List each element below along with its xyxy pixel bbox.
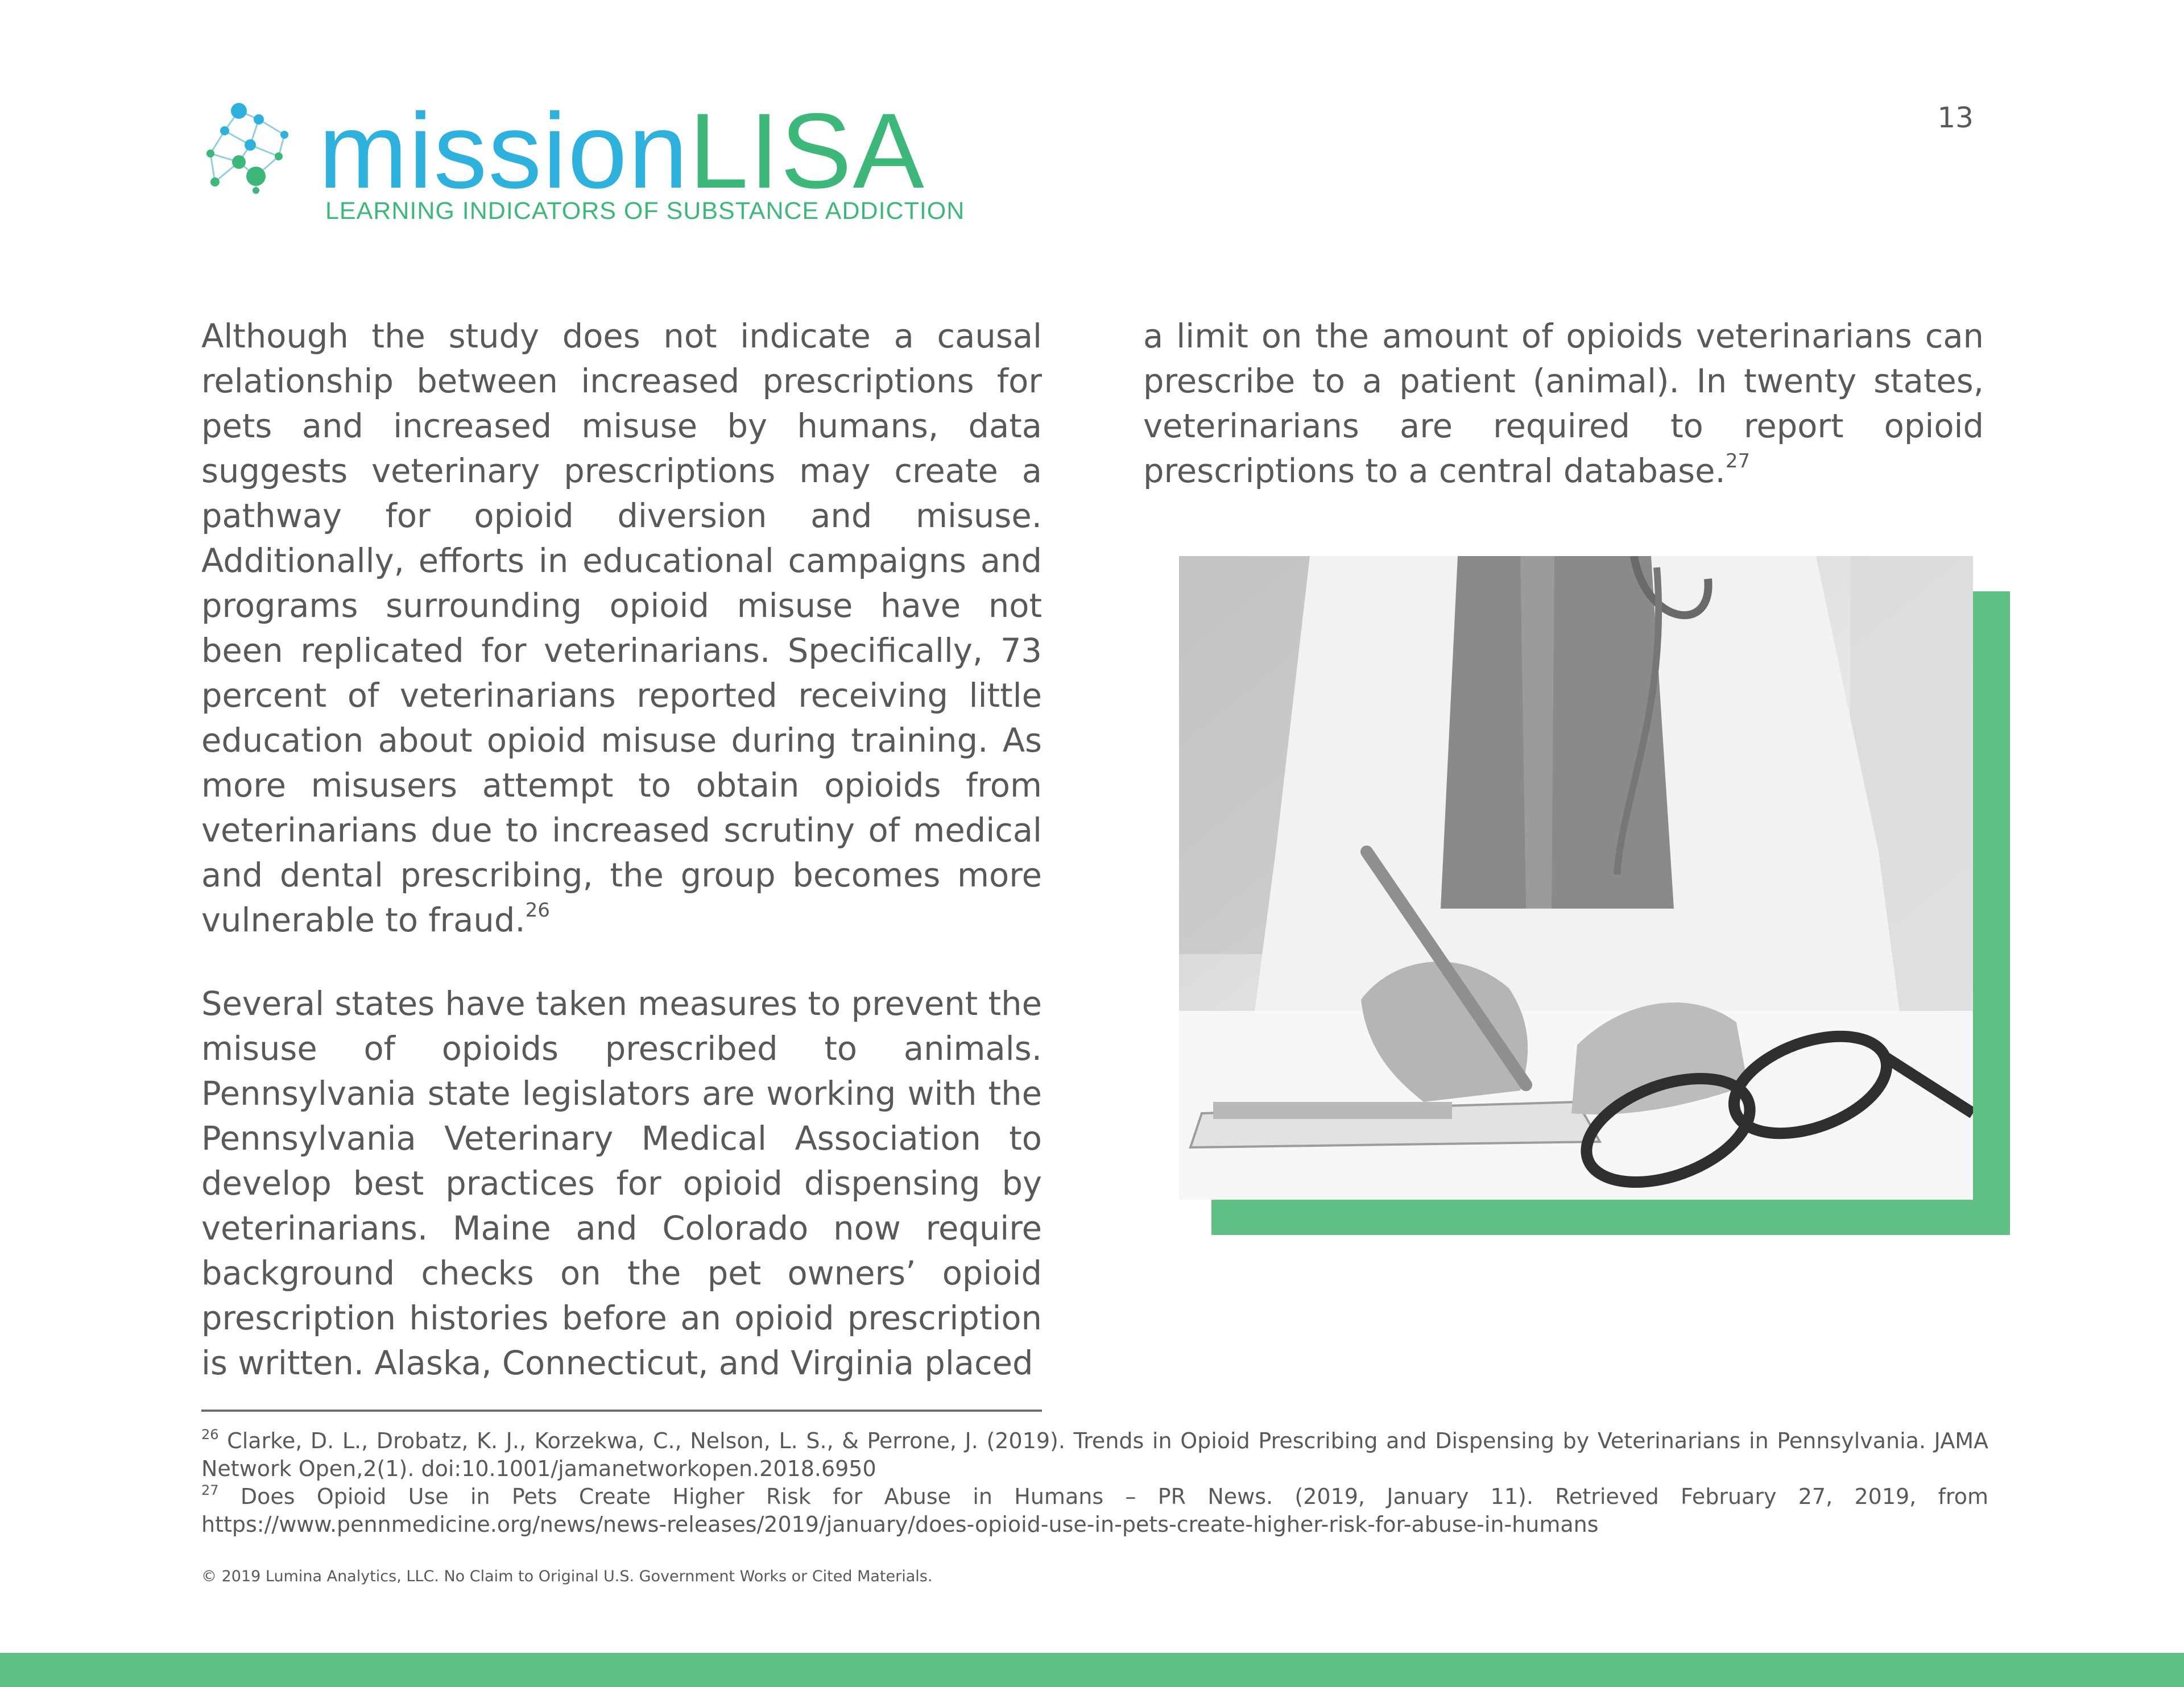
footnote-divider	[201, 1410, 1042, 1412]
body-paragraph	[201, 314, 1042, 943]
body-paragraph: Several states have taken measures to prevent the misuse of opioids prescribed to animals. Pennsylvania state legislators are working with the Pennsylvania Veterinary Medical Association to develop best practices for opioid dispensing by veterinarians. Maine and Colorado now require background checks on the pet owners’ opioid prescription histories before an opioid prescription is written. Alaska, Connecticut, and Virginia placed	[201, 985, 1042, 1382]
footnote	[201, 1427, 1988, 1483]
footnote-ref[interactable]: 27	[1725, 450, 1751, 472]
page-number: 13	[1937, 101, 1974, 134]
paragraph-text: Although the study does not indicate a causal relationship between increased prescriptions for pets and increased misuse by humans, data suggests veterinary prescriptions may create a pathway for opioid diversion and misuse. Additionally, efforts in educational campaigns and programs surrounding opioid misuse have not been replicated for veterinarians. Specifically, 73 percent of veterinarians reported receiving little education about opioid misuse during training. As more misusers attempt to obtain opioids from veterinarians due to increased scrutiny of medical and dental prescribing, the group becomes more vulnerable to fraud.	[201, 317, 1042, 939]
left-column	[201, 314, 1042, 1386]
footnote	[201, 1483, 1988, 1539]
photo-illustration	[1179, 556, 1973, 1200]
missionlisa-logo	[199, 91, 984, 230]
footnotes	[201, 1427, 1988, 1539]
doctor-writing-prescription-photo	[1179, 556, 1973, 1200]
footnote-text: Clarke, D. L., Drobatz, K. J., Korzekwa, C., Nelson, L. S., & Perrone, J. (2019). Trends in Opioid Prescribing and Dispensing by Veterinarians in Pennsylvania. JAMA Network Open,2(1). doi:10.1001/jamanetworkopen.2018.6950	[201, 1428, 1988, 1481]
footnote-text: Does Opioid Use in Pets Create Higher Risk for Abuse in Humans – PR News. (2019, January 11). Retrieved February 27, 2019, from https://www.pennmedicine.org/news/news-releases/2019/january/does-opioid-use-in-pets-create-higher-risk-for-abuse-in-humans	[201, 1484, 1988, 1537]
footnote-number: 26	[201, 1427, 219, 1443]
footnote-ref[interactable]: 26	[525, 899, 550, 922]
paragraph-text: a limit on the amount of opioids veterinarians can prescribe to a patient (animal). In twenty states, veterinarians are required to report opioid prescriptions to a central database.	[1143, 317, 1984, 490]
logo-tagline: LEARNING INDICATORS OF SUBSTANCE ADDICTION	[325, 197, 965, 225]
footnote-number: 27	[201, 1482, 219, 1498]
body-paragraph	[1143, 314, 1984, 494]
logo-word-mission: mission	[318, 91, 689, 210]
right-column	[1143, 314, 1984, 494]
logo-word-lisa: LISA	[689, 91, 925, 210]
network-nodes-icon	[199, 100, 296, 196]
footer-accent-bar	[0, 1653, 2184, 1687]
copyright-notice: © 2019 Lumina Analytics, LLC. No Claim to Original U.S. Government Works or Cited Materials.	[201, 1568, 933, 1585]
logo-wordmark	[318, 91, 925, 210]
